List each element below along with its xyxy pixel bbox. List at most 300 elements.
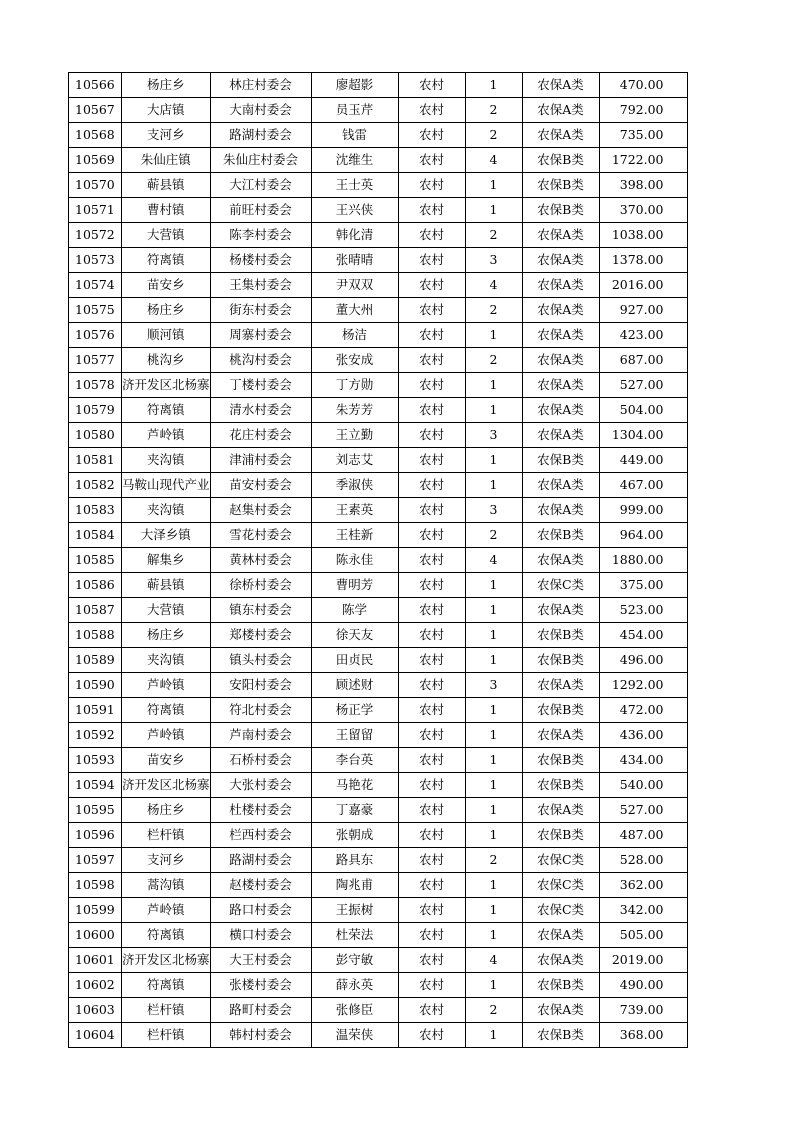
table-row (69, 523, 688, 548)
table-row (69, 748, 688, 773)
village-committee-cell: 丁楼村委会 (210, 373, 311, 398)
record-id-cell: 10587 (69, 598, 122, 623)
amount-cell: 2016.00 (599, 273, 687, 298)
household-count-cell: 1 (465, 773, 522, 798)
town-cell: 支河乡 (122, 848, 211, 873)
area-type-cell: 农村 (398, 973, 465, 998)
insurance-category-cell: 农保A类 (522, 473, 599, 498)
area-type-cell: 农村 (398, 648, 465, 673)
person-name-cell: 沈维生 (311, 148, 398, 173)
area-type-cell: 农村 (398, 98, 465, 123)
person-name-cell: 廖超影 (311, 73, 398, 98)
town-cell: 栏杆镇 (122, 998, 211, 1023)
record-id-cell: 10578 (69, 373, 122, 398)
record-id-cell: 10590 (69, 673, 122, 698)
person-name-cell: 陈学 (311, 598, 398, 623)
village-committee-cell: 雪花村委会 (210, 523, 311, 548)
insurance-category-cell: 农保C类 (522, 848, 599, 873)
town-cell: 芦岭镇 (122, 423, 211, 448)
area-type-cell: 农村 (398, 573, 465, 598)
area-type-cell: 农村 (398, 423, 465, 448)
person-name-cell: 田贞民 (311, 648, 398, 673)
town-cell: 符离镇 (122, 923, 211, 948)
amount-cell: 342.00 (599, 898, 687, 923)
record-id-cell: 10592 (69, 723, 122, 748)
table-row (69, 248, 688, 273)
table-row (69, 548, 688, 573)
amount-cell: 1038.00 (599, 223, 687, 248)
amount-cell: 964.00 (599, 523, 687, 548)
household-count-cell: 2 (465, 998, 522, 1023)
person-name-cell: 季淑侠 (311, 473, 398, 498)
records-table (68, 72, 688, 1048)
record-id-cell: 10567 (69, 98, 122, 123)
insurance-category-cell: 农保B类 (522, 523, 599, 548)
household-count-cell: 1 (465, 1023, 522, 1048)
record-id-cell: 10573 (69, 248, 122, 273)
town-cell: 桃沟乡 (122, 348, 211, 373)
household-count-cell: 3 (465, 498, 522, 523)
household-count-cell: 4 (465, 273, 522, 298)
person-name-cell: 顾述财 (311, 673, 398, 698)
table-row (69, 848, 688, 873)
household-count-cell: 1 (465, 573, 522, 598)
household-count-cell: 3 (465, 248, 522, 273)
table-row (69, 973, 688, 998)
amount-cell: 792.00 (599, 98, 687, 123)
household-count-cell: 1 (465, 748, 522, 773)
records-table-body (69, 73, 688, 1048)
insurance-category-cell: 农保A类 (522, 223, 599, 248)
area-type-cell: 农村 (398, 748, 465, 773)
amount-cell: 687.00 (599, 348, 687, 373)
household-count-cell: 1 (465, 648, 522, 673)
town-cell: 符离镇 (122, 248, 211, 273)
table-row (69, 398, 688, 423)
person-name-cell: 路具东 (311, 848, 398, 873)
insurance-category-cell: 农保A类 (522, 948, 599, 973)
person-name-cell: 杨洁 (311, 323, 398, 348)
amount-cell: 375.00 (599, 573, 687, 598)
insurance-category-cell: 农保C类 (522, 898, 599, 923)
insurance-category-cell: 农保B类 (522, 973, 599, 998)
table-row (69, 723, 688, 748)
table-row (69, 573, 688, 598)
table-row (69, 923, 688, 948)
record-id-cell: 10599 (69, 898, 122, 923)
village-committee-cell: 镇东村委会 (210, 598, 311, 623)
table-row (69, 298, 688, 323)
insurance-category-cell: 农保A类 (522, 798, 599, 823)
person-name-cell: 彭守敏 (311, 948, 398, 973)
household-count-cell: 1 (465, 473, 522, 498)
area-type-cell: 农村 (398, 373, 465, 398)
town-cell: 大营镇 (122, 223, 211, 248)
area-type-cell: 农村 (398, 273, 465, 298)
record-id-cell: 10602 (69, 973, 122, 998)
town-cell: 符离镇 (122, 398, 211, 423)
town-cell: 大泽乡镇 (122, 523, 211, 548)
amount-cell: 1378.00 (599, 248, 687, 273)
insurance-category-cell: 农保A类 (522, 98, 599, 123)
amount-cell: 1292.00 (599, 673, 687, 698)
amount-cell: 487.00 (599, 823, 687, 848)
insurance-category-cell: 农保B类 (522, 648, 599, 673)
town-cell: 符离镇 (122, 698, 211, 723)
insurance-category-cell: 农保A类 (522, 498, 599, 523)
person-name-cell: 朱芳芳 (311, 398, 398, 423)
person-name-cell: 钱雷 (311, 123, 398, 148)
amount-cell: 472.00 (599, 698, 687, 723)
table-row (69, 123, 688, 148)
record-id-cell: 10596 (69, 823, 122, 848)
record-id-cell: 10584 (69, 523, 122, 548)
person-name-cell: 张修臣 (311, 998, 398, 1023)
record-id-cell: 10597 (69, 848, 122, 873)
household-count-cell: 1 (465, 173, 522, 198)
amount-cell: 368.00 (599, 1023, 687, 1048)
household-count-cell: 1 (465, 723, 522, 748)
amount-cell: 999.00 (599, 498, 687, 523)
record-id-cell: 10570 (69, 173, 122, 198)
area-type-cell: 农村 (398, 323, 465, 348)
household-count-cell: 2 (465, 523, 522, 548)
amount-cell: 504.00 (599, 398, 687, 423)
town-cell: 苗安乡 (122, 273, 211, 298)
area-type-cell: 农村 (398, 548, 465, 573)
village-committee-cell: 栏西村委会 (210, 823, 311, 848)
town-cell: 芦岭镇 (122, 723, 211, 748)
village-committee-cell: 桃沟村委会 (210, 348, 311, 373)
area-type-cell: 农村 (398, 623, 465, 648)
insurance-category-cell: 农保A类 (522, 998, 599, 1023)
town-cell: 杨庄乡 (122, 298, 211, 323)
town-cell: 苗安乡 (122, 748, 211, 773)
village-committee-cell: 路湖村委会 (210, 848, 311, 873)
town-cell: 夹沟镇 (122, 448, 211, 473)
area-type-cell: 农村 (398, 348, 465, 373)
town-cell: 大店镇 (122, 98, 211, 123)
household-count-cell: 3 (465, 423, 522, 448)
village-committee-cell: 花庄村委会 (210, 423, 311, 448)
village-committee-cell: 大张村委会 (210, 773, 311, 798)
area-type-cell: 农村 (398, 798, 465, 823)
household-count-cell: 1 (465, 923, 522, 948)
record-id-cell: 10577 (69, 348, 122, 373)
record-id-cell: 10591 (69, 698, 122, 723)
record-id-cell: 10595 (69, 798, 122, 823)
insurance-category-cell: 农保B类 (522, 198, 599, 223)
village-committee-cell: 符北村委会 (210, 698, 311, 723)
household-count-cell: 2 (465, 123, 522, 148)
household-count-cell: 1 (465, 323, 522, 348)
household-count-cell: 4 (465, 948, 522, 973)
village-committee-cell: 赵集村委会 (210, 498, 311, 523)
record-id-cell: 10568 (69, 123, 122, 148)
record-id-cell: 10585 (69, 548, 122, 573)
record-id-cell: 10575 (69, 298, 122, 323)
village-committee-cell: 徐桥村委会 (210, 573, 311, 598)
insurance-category-cell: 农保A类 (522, 323, 599, 348)
town-cell: 杨庄乡 (122, 73, 211, 98)
person-name-cell: 马艳花 (311, 773, 398, 798)
table-row (69, 148, 688, 173)
village-committee-cell: 津浦村委会 (210, 448, 311, 473)
record-id-cell: 10589 (69, 648, 122, 673)
person-name-cell: 丁嘉豪 (311, 798, 398, 823)
town-cell: 蕲县镇 (122, 173, 211, 198)
area-type-cell: 农村 (398, 173, 465, 198)
town-cell: 马鞍山现代产业 (122, 473, 211, 498)
area-type-cell: 农村 (398, 223, 465, 248)
household-count-cell: 1 (465, 598, 522, 623)
person-name-cell: 员玉芹 (311, 98, 398, 123)
person-name-cell: 韩化清 (311, 223, 398, 248)
town-cell: 朱仙庄镇 (122, 148, 211, 173)
household-count-cell: 2 (465, 223, 522, 248)
village-committee-cell: 大江村委会 (210, 173, 311, 198)
table-row (69, 423, 688, 448)
town-cell: 大营镇 (122, 598, 211, 623)
village-committee-cell: 大王村委会 (210, 948, 311, 973)
household-count-cell: 1 (465, 398, 522, 423)
town-cell: 杨庄乡 (122, 623, 211, 648)
record-id-cell: 10583 (69, 498, 122, 523)
person-name-cell: 徐天友 (311, 623, 398, 648)
table-row (69, 173, 688, 198)
amount-cell: 523.00 (599, 598, 687, 623)
area-type-cell: 农村 (398, 1023, 465, 1048)
household-count-cell: 1 (465, 373, 522, 398)
person-name-cell: 王桂新 (311, 523, 398, 548)
amount-cell: 527.00 (599, 798, 687, 823)
amount-cell: 496.00 (599, 648, 687, 673)
person-name-cell: 王士英 (311, 173, 398, 198)
table-row (69, 473, 688, 498)
amount-cell: 423.00 (599, 323, 687, 348)
insurance-category-cell: 农保B类 (522, 448, 599, 473)
town-cell: 栏杆镇 (122, 1023, 211, 1048)
insurance-category-cell: 农保A类 (522, 723, 599, 748)
amount-cell: 370.00 (599, 198, 687, 223)
area-type-cell: 农村 (398, 448, 465, 473)
amount-cell: 540.00 (599, 773, 687, 798)
table-row (69, 623, 688, 648)
table-row (69, 998, 688, 1023)
table-row (69, 498, 688, 523)
area-type-cell: 农村 (398, 998, 465, 1023)
person-name-cell: 薛永英 (311, 973, 398, 998)
village-committee-cell: 郑楼村委会 (210, 623, 311, 648)
insurance-category-cell: 农保A类 (522, 673, 599, 698)
village-committee-cell: 芦南村委会 (210, 723, 311, 748)
village-committee-cell: 朱仙庄村委会 (210, 148, 311, 173)
record-id-cell: 10580 (69, 423, 122, 448)
household-count-cell: 1 (465, 623, 522, 648)
table-row (69, 448, 688, 473)
village-committee-cell: 横口村委会 (210, 923, 311, 948)
area-type-cell: 农村 (398, 898, 465, 923)
village-committee-cell: 前旺村委会 (210, 198, 311, 223)
village-committee-cell: 街东村委会 (210, 298, 311, 323)
table-row (69, 823, 688, 848)
area-type-cell: 农村 (398, 73, 465, 98)
person-name-cell: 王留留 (311, 723, 398, 748)
record-id-cell: 10603 (69, 998, 122, 1023)
household-count-cell: 1 (465, 973, 522, 998)
insurance-category-cell: 农保A类 (522, 398, 599, 423)
household-count-cell: 2 (465, 848, 522, 873)
amount-cell: 927.00 (599, 298, 687, 323)
person-name-cell: 王振树 (311, 898, 398, 923)
insurance-category-cell: 农保B类 (522, 173, 599, 198)
area-type-cell: 农村 (398, 773, 465, 798)
area-type-cell: 农村 (398, 473, 465, 498)
insurance-category-cell: 农保A类 (522, 73, 599, 98)
household-count-cell: 1 (465, 73, 522, 98)
insurance-category-cell: 农保A类 (522, 598, 599, 623)
household-count-cell: 4 (465, 148, 522, 173)
person-name-cell: 杜荣法 (311, 923, 398, 948)
person-name-cell: 温荣侠 (311, 1023, 398, 1048)
table-row (69, 873, 688, 898)
household-count-cell: 3 (465, 673, 522, 698)
person-name-cell: 陶兆甫 (311, 873, 398, 898)
household-count-cell: 1 (465, 873, 522, 898)
village-committee-cell: 路湖村委会 (210, 123, 311, 148)
amount-cell: 454.00 (599, 623, 687, 648)
village-committee-cell: 杜楼村委会 (210, 798, 311, 823)
town-cell: 符离镇 (122, 973, 211, 998)
village-committee-cell: 黄林村委会 (210, 548, 311, 573)
amount-cell: 735.00 (599, 123, 687, 148)
person-name-cell: 张朝成 (311, 823, 398, 848)
amount-cell: 434.00 (599, 748, 687, 773)
person-name-cell: 王立勤 (311, 423, 398, 448)
table-row (69, 648, 688, 673)
table-row (69, 223, 688, 248)
insurance-category-cell: 农保A类 (522, 273, 599, 298)
insurance-category-cell: 农保B类 (522, 773, 599, 798)
area-type-cell: 农村 (398, 523, 465, 548)
town-cell: 夹沟镇 (122, 498, 211, 523)
village-committee-cell: 王集村委会 (210, 273, 311, 298)
village-committee-cell: 路口村委会 (210, 898, 311, 923)
town-cell: 济开发区北杨寨 (122, 773, 211, 798)
village-committee-cell: 镇头村委会 (210, 648, 311, 673)
record-id-cell: 10586 (69, 573, 122, 598)
area-type-cell: 农村 (398, 848, 465, 873)
insurance-category-cell: 农保B类 (522, 1023, 599, 1048)
area-type-cell: 农村 (398, 698, 465, 723)
person-name-cell: 刘志艾 (311, 448, 398, 473)
household-count-cell: 2 (465, 98, 522, 123)
table-row (69, 798, 688, 823)
town-cell: 顺河镇 (122, 323, 211, 348)
record-id-cell: 10572 (69, 223, 122, 248)
village-committee-cell: 赵楼村委会 (210, 873, 311, 898)
household-count-cell: 1 (465, 698, 522, 723)
table-row (69, 323, 688, 348)
town-cell: 蕲县镇 (122, 573, 211, 598)
table-row (69, 1023, 688, 1048)
insurance-category-cell: 农保B类 (522, 148, 599, 173)
amount-cell: 528.00 (599, 848, 687, 873)
insurance-category-cell: 农保B类 (522, 698, 599, 723)
village-committee-cell: 苗安村委会 (210, 473, 311, 498)
record-id-cell: 10582 (69, 473, 122, 498)
person-name-cell: 杨正学 (311, 698, 398, 723)
amount-cell: 470.00 (599, 73, 687, 98)
table-row (69, 698, 688, 723)
area-type-cell: 农村 (398, 723, 465, 748)
record-id-cell: 10600 (69, 923, 122, 948)
household-count-cell: 1 (465, 798, 522, 823)
insurance-category-cell: 农保A类 (522, 423, 599, 448)
village-committee-cell: 陈李村委会 (210, 223, 311, 248)
area-type-cell: 农村 (398, 123, 465, 148)
person-name-cell: 董大州 (311, 298, 398, 323)
village-committee-cell: 大南村委会 (210, 98, 311, 123)
insurance-category-cell: 农保B类 (522, 748, 599, 773)
area-type-cell: 农村 (398, 248, 465, 273)
insurance-category-cell: 农保A类 (522, 548, 599, 573)
person-name-cell: 丁方勋 (311, 373, 398, 398)
table-row (69, 598, 688, 623)
town-cell: 济开发区北杨寨 (122, 373, 211, 398)
record-id-cell: 10594 (69, 773, 122, 798)
amount-cell: 1304.00 (599, 423, 687, 448)
person-name-cell: 尹双双 (311, 273, 398, 298)
village-committee-cell: 杨楼村委会 (210, 248, 311, 273)
amount-cell: 505.00 (599, 923, 687, 948)
household-count-cell: 1 (465, 823, 522, 848)
town-cell: 曹村镇 (122, 198, 211, 223)
person-name-cell: 陈永佳 (311, 548, 398, 573)
village-committee-cell: 路町村委会 (210, 998, 311, 1023)
village-committee-cell: 清水村委会 (210, 398, 311, 423)
insurance-category-cell: 农保B类 (522, 823, 599, 848)
person-name-cell: 曹明芳 (311, 573, 398, 598)
town-cell: 夹沟镇 (122, 648, 211, 673)
amount-cell: 2019.00 (599, 948, 687, 973)
record-id-cell: 10601 (69, 948, 122, 973)
insurance-category-cell: 农保A类 (522, 923, 599, 948)
household-count-cell: 2 (465, 298, 522, 323)
table-row (69, 348, 688, 373)
record-id-cell: 10571 (69, 198, 122, 223)
village-committee-cell: 安阳村委会 (210, 673, 311, 698)
area-type-cell: 农村 (398, 598, 465, 623)
person-name-cell: 李台英 (311, 748, 398, 773)
town-cell: 解集乡 (122, 548, 211, 573)
table-row (69, 98, 688, 123)
table-row (69, 898, 688, 923)
insurance-category-cell: 农保C类 (522, 573, 599, 598)
insurance-category-cell: 农保A类 (522, 248, 599, 273)
record-id-cell: 10581 (69, 448, 122, 473)
area-type-cell: 农村 (398, 398, 465, 423)
table-row (69, 673, 688, 698)
town-cell: 支河乡 (122, 123, 211, 148)
record-id-cell: 10604 (69, 1023, 122, 1048)
household-count-cell: 1 (465, 898, 522, 923)
area-type-cell: 农村 (398, 873, 465, 898)
person-name-cell: 张安成 (311, 348, 398, 373)
town-cell: 芦岭镇 (122, 673, 211, 698)
amount-cell: 1722.00 (599, 148, 687, 173)
town-cell: 济开发区北杨寨 (122, 948, 211, 973)
